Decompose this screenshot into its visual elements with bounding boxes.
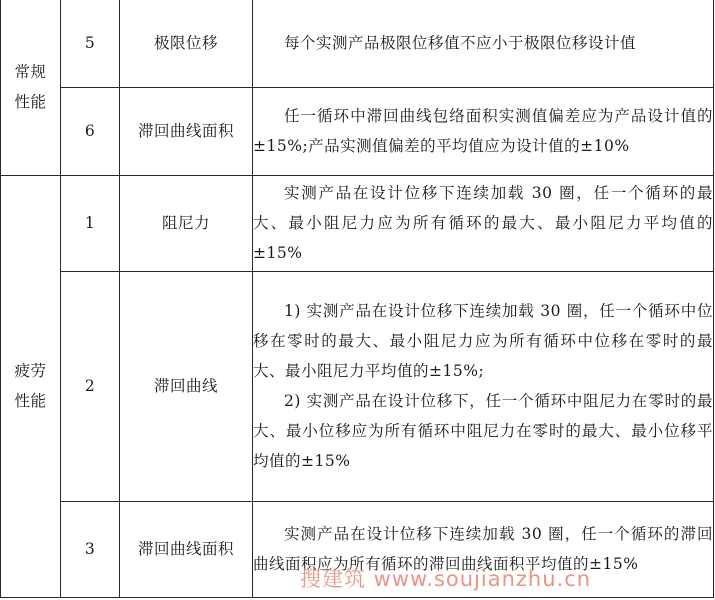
table-row bbox=[1, 87, 714, 175]
category-label: 常规 性能 bbox=[14, 63, 47, 112]
item-name: 滞回曲线面积 bbox=[120, 87, 253, 175]
table-row bbox=[1, 271, 714, 501]
item-number: 3 bbox=[61, 501, 120, 597]
requirement-text: 实测产品在设计位移下连续加载 30 圈，任一个循环的滞回曲线面积应为所有循环的滞回曲线面积平均值的±15% bbox=[253, 525, 713, 573]
requirement-text: 实测产品在设计位移下连续加载 30 圈，任一个循环的最大、最小阻尼力应为所有循环的最大、最小阻尼力平均值的±15% bbox=[253, 184, 713, 262]
requirement-cell bbox=[253, 271, 714, 501]
category-cell bbox=[1, 0, 61, 175]
requirement-cell bbox=[253, 87, 714, 175]
item-name: 阻尼力 bbox=[120, 175, 253, 271]
requirement-cell bbox=[253, 175, 714, 271]
requirement-text: 2) 实测产品在设计位移下，任一个循环中阻尼力在零时的最大、最小位移应为所有循环中阻尼力在零时的最大、最小位移平均值的±15% bbox=[253, 392, 713, 470]
requirement-cell bbox=[253, 0, 714, 87]
item-number: 6 bbox=[61, 87, 120, 175]
item-name: 极限位移 bbox=[120, 0, 253, 87]
item-number: 2 bbox=[61, 271, 120, 501]
table-row bbox=[1, 0, 714, 87]
watermark: 搜建筑 www.soujianzhu.cn bbox=[300, 567, 592, 591]
requirement-text: 1) 实测产品在设计位移下连续加载 30 圈，任一个循环中位移在零时的最大、最小阻尼力应为所有循环中位移在零时的最大、最小阻尼力平均值的±15%; bbox=[253, 302, 713, 380]
item-name: 滞回曲线 bbox=[120, 271, 253, 501]
table-row bbox=[1, 175, 714, 271]
item-number: 5 bbox=[61, 0, 120, 87]
requirement-text: 每个实测产品极限位移值不应小于极限位移设计值 bbox=[284, 34, 637, 53]
item-number: 1 bbox=[61, 175, 120, 271]
category-cell bbox=[1, 175, 61, 597]
category-label: 疲劳 性能 bbox=[14, 362, 47, 410]
item-name: 滞回曲线面积 bbox=[120, 501, 253, 597]
requirement-text: 任一循环中滞回曲线包络面积实测值偏差应为产品设计值的±15%;产品实测值偏差的平均值应为设计值的±10% bbox=[253, 107, 713, 155]
